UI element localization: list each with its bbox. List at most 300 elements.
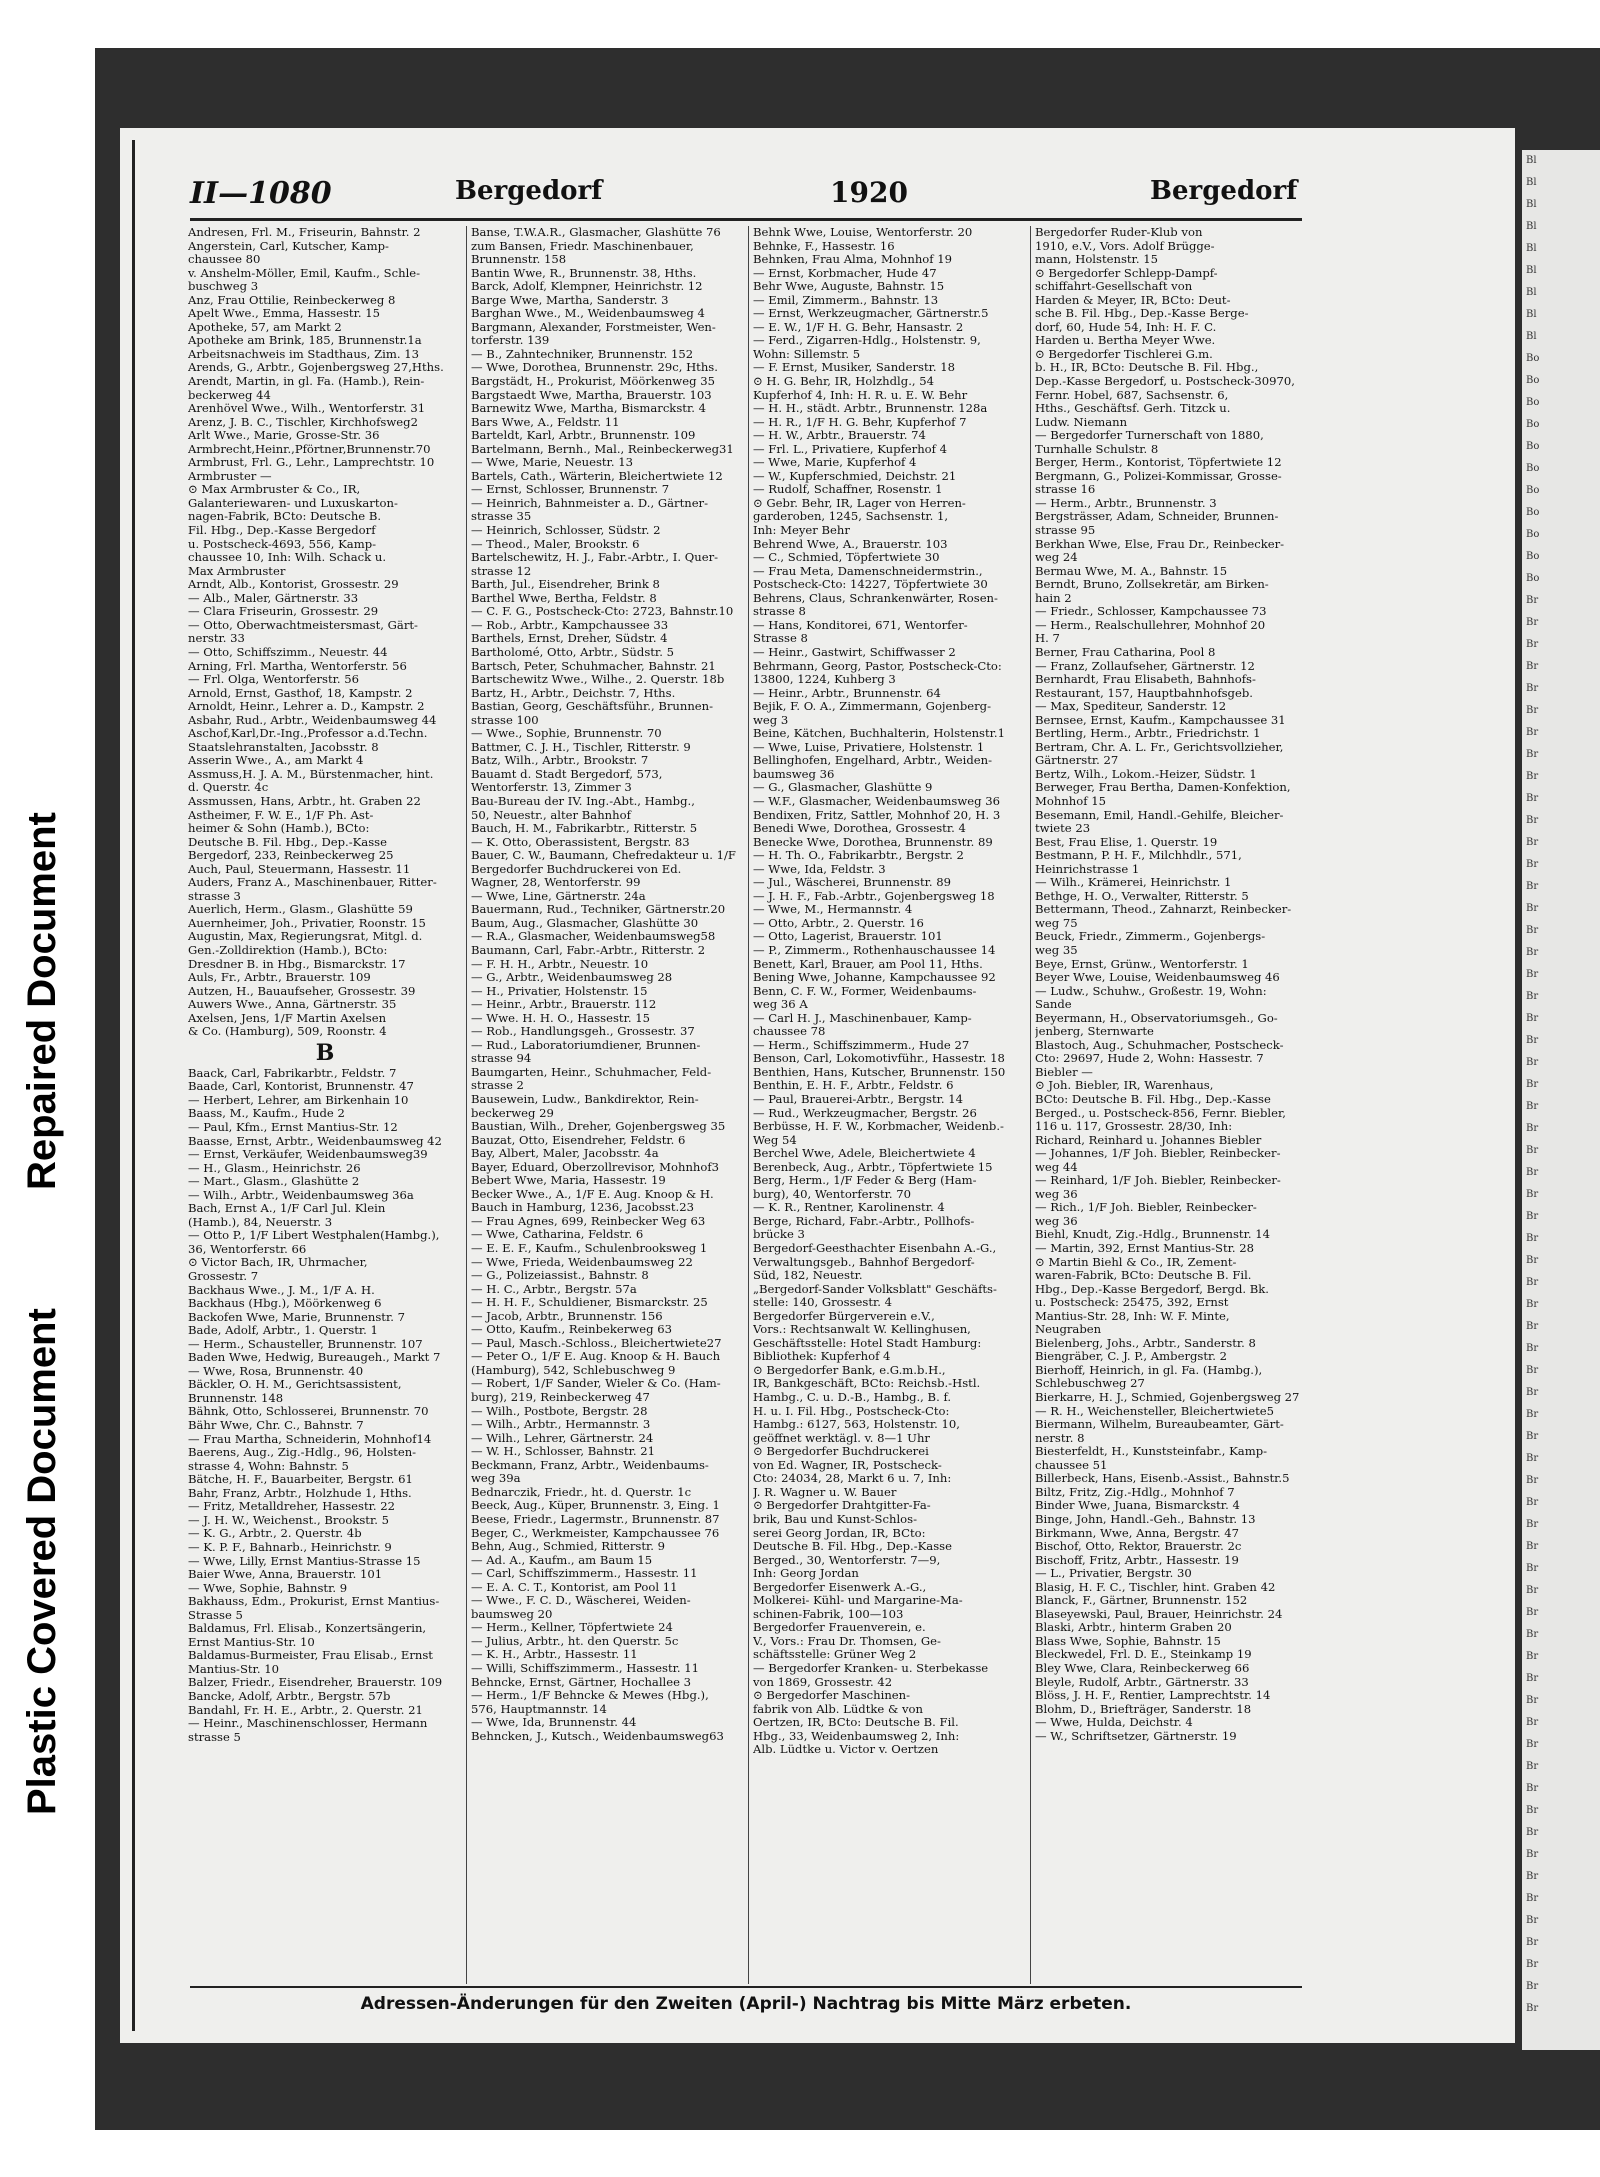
header-year: 1920 bbox=[830, 176, 908, 209]
directory-entry: baumsweg 36 bbox=[753, 767, 835, 781]
directory-entry: Beckmann, Franz, Arbtr., Weidenbaums- bbox=[471, 1458, 709, 1472]
directory-entry: strasse 5 bbox=[188, 1730, 241, 1744]
column-divider bbox=[1030, 226, 1031, 1984]
directory-entry: Auders, Franz A., Maschinenbauer, Ritter- bbox=[188, 876, 437, 890]
directory-entry: weg 44 bbox=[1035, 1160, 1078, 1174]
directory-entry: Restaurant, 157, Hauptbahnhofsgeb. bbox=[1035, 686, 1253, 700]
directory-entry: fabrik von Alb. Lüdtke & von bbox=[753, 1702, 923, 1716]
directory-entry: Berg, Herm., 1/F Feder & Berg (Ham- bbox=[753, 1174, 977, 1188]
directory-entry: — Heinrich, Bahnmeister a. D., Gärtner- bbox=[471, 496, 709, 510]
directory-entry: — Bergedorfer Turnerschaft von 1880, bbox=[1035, 429, 1264, 443]
directory-entry: Inh: Meyer Behr bbox=[753, 524, 850, 538]
header-city-left: Bergedorf bbox=[455, 176, 603, 206]
directory-entry: — Jul., Wäscherei, Brunnenstr. 89 bbox=[753, 876, 952, 890]
directory-entry: Wentorferstr. 13, Zimmer 3 bbox=[471, 781, 632, 795]
directory-entry: Balzer, Friedr., Eisendreher, Brauerstr. 109 bbox=[188, 1676, 443, 1690]
directory-entry: — G., Glasmacher, Glashütte 9 bbox=[753, 781, 933, 795]
directory-entry: b. H., IR, BCto: Deutsche B. Fil. Hbg., bbox=[1035, 361, 1259, 375]
directory-entry: Beese, Friedr., Lagermstr., Brunnenstr. 87 bbox=[471, 1512, 720, 1526]
directory-entry: H. 7 bbox=[1035, 632, 1060, 646]
directory-entry: — Carl, Schiffszimmerm., Hassestr. 11 bbox=[471, 1567, 698, 1581]
directory-entry: — Rich., 1/F Joh. Biebler, Reinbecker- bbox=[1035, 1201, 1257, 1215]
directory-entry: Bähr Wwe, Chr. C., Bahnstr. 7 bbox=[188, 1419, 364, 1433]
directory-entry: burg), 219, Reinbeckerweg 47 bbox=[471, 1391, 650, 1405]
directory-entry: Mohnhof 15 bbox=[1035, 794, 1106, 808]
directory-entry: — Ernst, Korbmacher, Hude 47 bbox=[753, 266, 937, 280]
directory-entry: Auernheimer, Joh., Privatier, Roonstr. 15 bbox=[188, 916, 426, 930]
directory-entry: — H. W., Arbtr., Brauerstr. 74 bbox=[753, 429, 926, 443]
directory-entry: strasse 16 bbox=[1035, 483, 1096, 497]
directory-entry: Deutsche B. Fil. Hbg., Dep.-Kasse bbox=[753, 1540, 952, 1554]
directory-entry: Assmuss,H. J. A. M., Bürstenmacher, hint. bbox=[188, 767, 434, 781]
directory-entry: — H., Glasm., Heinrichstr. 26 bbox=[188, 1161, 361, 1175]
directory-entry: Biltz, Fritz, Zig.-Hdlg., Mohnhof 7 bbox=[1035, 1485, 1235, 1499]
directory-entry: ⊙ Bergedorfer Drahtgitter-Fa- bbox=[753, 1499, 931, 1513]
directory-entry: Benson, Carl, Lokomotivführ., Hassestr. 18 bbox=[753, 1052, 1005, 1066]
directory-entry: — Wwe, Luise, Privatiere, Holstenstr. 1 bbox=[753, 740, 985, 754]
directory-entry: Blaski, Arbtr., hinterm Graben 20 bbox=[1035, 1621, 1232, 1635]
directory-entry: Arndt, Alb., Kontorist, Grossestr. 29 bbox=[188, 578, 399, 592]
directory-entry: — Wwe, Lilly, Ernst Mantius-Strasse 15 bbox=[188, 1554, 421, 1568]
directory-entry: Backhaus (Hbg.), Möörkenweg 6 bbox=[188, 1297, 382, 1311]
directory-entry: Angerstein, Carl, Kutscher, Kamp- bbox=[188, 239, 389, 253]
directory-entry: Bastian, Georg, Geschäftsführ., Brunnen- bbox=[471, 700, 714, 714]
directory-entry: — Julius, Arbtr., ht. den Querstr. 5c bbox=[471, 1634, 679, 1648]
directory-entry: — Wwe, Ida, Brunnenstr. 44 bbox=[471, 1716, 637, 1730]
directory-entry: Bertz, Wilh., Lokom.-Heizer, Südstr. 1 bbox=[1035, 767, 1257, 781]
directory-entry: Bettermann, Theod., Zahnarzt, Reinbecker- bbox=[1035, 903, 1292, 917]
directory-entry: Gärtnerstr. 27 bbox=[1035, 754, 1119, 768]
directory-entry: — Rud., Werkzeugmacher, Bergstr. 26 bbox=[753, 1106, 977, 1120]
directory-entry: ⊙ H. G. Behr, IR, Holzhdlg., 54 bbox=[753, 375, 934, 389]
directory-entry: — Otto, Schiffszimm., Neuestr. 44 bbox=[188, 645, 388, 659]
directory-entry: Blastoch, Aug., Schuhmacher, Postscheck- bbox=[1035, 1038, 1284, 1052]
directory-entry: Auwers Wwe., Anna, Gärtnerstr. 35 bbox=[188, 998, 397, 1012]
directory-entry: Barnewitz Wwe, Martha, Bismarckstr. 4 bbox=[471, 402, 706, 416]
directory-entry: — K. R., Rentner, Karolinenstr. 4 bbox=[753, 1201, 945, 1215]
directory-entry: & Co. (Hamburg), 509, Roonstr. 4 bbox=[188, 1025, 387, 1039]
directory-entry: Baldamus-Burmeister, Frau Elisab., Ernst bbox=[188, 1649, 433, 1663]
directory-entry: Arlt Wwe., Marie, Grosse-Str. 36 bbox=[188, 429, 380, 443]
directory-entry: garderoben, 1245, Sachsenstr. 1, bbox=[753, 510, 949, 524]
directory-entry: Arnold, Ernst, Gasthof, 18, Kampstr. 2 bbox=[188, 686, 413, 700]
directory-entry: nerstr. 33 bbox=[188, 632, 245, 646]
directory-entry: Fil. Hbg., Dep.-Kasse Bergedorf bbox=[188, 524, 376, 538]
directory-entry: Cto: 29697, Hude 2, Wohn: Hassestr. 7 bbox=[1035, 1052, 1264, 1066]
directory-entry: Alb. Lüdtke u. Victor v. Oertzen bbox=[753, 1743, 939, 1757]
directory-entry: — Wwe., F. C. D., Wäscherei, Weiden- bbox=[471, 1594, 691, 1608]
directory-entry: schäftsstelle: Grüner Weg 2 bbox=[753, 1648, 917, 1662]
directory-entry: 50, Neuestr., alter Bahnhof bbox=[471, 808, 631, 822]
directory-page bbox=[120, 128, 1515, 2043]
directory-entry: 36, Wentorferstr. 66 bbox=[188, 1242, 307, 1256]
directory-entry: strasse 2 bbox=[471, 1079, 524, 1093]
directory-entry: Baumann, Carl, Fabr.-Arbtr., Ritterstr. 2 bbox=[471, 943, 706, 957]
directory-entry: weg 75 bbox=[1035, 916, 1078, 930]
directory-entry: Binge, John, Handl.-Geh., Bahnstr. 13 bbox=[1035, 1512, 1256, 1526]
directory-entry: strasse 3 bbox=[188, 889, 241, 903]
directory-entry: Bartsch, Peter, Schuhmacher, Bahnstr. 21 bbox=[471, 659, 716, 673]
directory-entry: Bähnk, Otto, Schlosserei, Brunnenstr. 70 bbox=[188, 1405, 429, 1419]
directory-entry: ⊙ Bergedorfer Bank, e.G.m.b.H., bbox=[753, 1363, 946, 1377]
directory-entry: Biesterfeldt, H., Kunststeinfabr., Kamp- bbox=[1035, 1445, 1268, 1459]
directory-entry: — Wwe, Line, Gärtnerstr. 24a bbox=[471, 889, 646, 903]
directory-entry: — Theod., Maler, Brookstr. 6 bbox=[471, 537, 640, 551]
directory-entry: serei Georg Jordan, IR, BCto: bbox=[753, 1526, 926, 1540]
directory-entry: — Ludw., Schuhw., Großestr. 19, Wohn: bbox=[1035, 984, 1267, 998]
directory-entry: Beger, C., Werkmeister, Kampchaussee 76 bbox=[471, 1526, 720, 1540]
directory-entry: Bandahl, Fr. H. E., Arbtr., 2. Querstr. 21 bbox=[188, 1703, 423, 1717]
directory-entry: — C., Schmied, Töpfertwiete 30 bbox=[753, 551, 940, 565]
directory-entry: Birkmann, Wwe, Anna, Bergstr. 47 bbox=[1035, 1526, 1240, 1540]
directory-entry: jenberg, Sternwarte bbox=[1035, 1025, 1154, 1039]
directory-entry: d. Querstr. 4c bbox=[188, 781, 269, 795]
directory-entry: schiffahrt-Gesellschaft von bbox=[1035, 280, 1193, 294]
directory-entry: Baade, Carl, Kontorist, Brunnenstr. 47 bbox=[188, 1080, 414, 1094]
directory-entry: Bau-Bureau der IV. Ing.-Abt., Hambg., bbox=[471, 794, 695, 808]
directory-entry: Bartschewitz Wwe., Wilhe., 2. Querstr. 18b bbox=[471, 673, 725, 687]
directory-entry: Bertram, Chr. A. L. Fr., Gerichtsvollzieher, bbox=[1035, 740, 1284, 754]
directory-entry: Behrend Wwe, A., Brauerstr. 103 bbox=[753, 537, 948, 551]
directory-entry: — Wwe. H. H. O., Hassestr. 15 bbox=[471, 1011, 650, 1025]
directory-entry: Behrens, Claus, Schrankenwärter, Rosen- bbox=[753, 591, 998, 605]
directory-entry: V., Vors.: Frau Dr. Thomsen, Ge- bbox=[753, 1634, 941, 1648]
directory-entry: Berged., 30, Wentorferstr. 7—9, bbox=[753, 1553, 941, 1567]
directory-entry: Auerlich, Herm., Glasm., Glashütte 59 bbox=[188, 903, 413, 917]
directory-entry: — Frau Martha, Schneiderin, Mohnhof14 bbox=[188, 1432, 432, 1446]
directory-entry: — Bergedorfer Kranken- u. Sterbekasse bbox=[753, 1661, 989, 1675]
directory-entry: — Wwe, Dorothea, Brunnenstr. 29c, Hths. bbox=[471, 361, 718, 375]
directory-entry: Berner, Frau Catharina, Pool 8 bbox=[1035, 645, 1216, 659]
directory-column-3 bbox=[753, 226, 1027, 1757]
directory-entry: Bäckler, O. H. M., Gerichtsassistent, bbox=[188, 1378, 402, 1392]
directory-entry: Barthel Wwe, Bertha, Feldstr. 8 bbox=[471, 591, 657, 605]
page-number: II—1080 bbox=[190, 176, 332, 211]
directory-entry: Backhaus Wwe., J. M., 1/F A. H. bbox=[188, 1283, 375, 1297]
directory-entry: zum Bansen, Friedr. Maschinenbauer, bbox=[471, 239, 694, 253]
directory-entry: 13800, 1224, Kuhberg 3 bbox=[753, 673, 896, 687]
directory-entry: Postscheck-Cto: 14227, Töpfertwiete 30 bbox=[753, 578, 988, 592]
directory-entry: Bethge, H. O., Verwalter, Ritterstr. 5 bbox=[1035, 889, 1249, 903]
directory-entry: — Rob., Arbtr., Kampchaussee 33 bbox=[471, 618, 669, 632]
directory-entry: Astheimer, F. W. E., 1/F Ph. Ast- bbox=[188, 808, 374, 822]
directory-entry: Grossestr. 7 bbox=[188, 1270, 259, 1284]
directory-entry: — G., Arbtr., Weidenbaumsweg 28 bbox=[471, 971, 673, 985]
directory-entry: — Ernst, Werkzeugmacher, Gärtnerstr.5 bbox=[753, 307, 989, 321]
directory-entry: — G., Polizeiassist., Bahnstr. 8 bbox=[471, 1269, 649, 1283]
directory-entry: Anz, Frau Ottilie, Reinbeckerweg 8 bbox=[188, 293, 396, 307]
directory-entry: Molkerei- Kühl- und Margarine-Ma- bbox=[753, 1594, 963, 1608]
directory-entry: Bestmann, P. H. F., Milchhdlr., 571, bbox=[1035, 849, 1242, 863]
directory-entry: — J. H. W., Weichenst., Brookstr. 5 bbox=[188, 1513, 389, 1527]
directory-entry: Benett, Karl, Brauer, am Pool 11, Hths. bbox=[753, 957, 983, 971]
directory-entry: — Clara Friseurin, Grossestr. 29 bbox=[188, 605, 379, 619]
directory-entry: — Willi, Schiffszimmerm., Hassestr. 11 bbox=[471, 1661, 700, 1675]
directory-entry: — Heinrich, Schlosser, Südstr. 2 bbox=[471, 524, 661, 538]
directory-entry: Bätche, H. F., Bauarbeiter, Bergstr. 61 bbox=[188, 1473, 413, 1487]
directory-entry: — Heinr., Gastwirt, Schiffwasser 2 bbox=[753, 645, 956, 659]
column-divider bbox=[748, 226, 749, 1984]
directory-entry: Blanck, F., Gärtner, Brunnenstr. 152 bbox=[1035, 1594, 1248, 1608]
directory-entry: Blöss, J. H. F., Rentier, Lamprechtstr. 14 bbox=[1035, 1689, 1271, 1703]
directory-entry: Mantius-Str. 10 bbox=[188, 1662, 279, 1676]
directory-entry: Staatslehranstalten, Jacobsstr. 8 bbox=[188, 740, 379, 754]
directory-entry: Sande bbox=[1035, 998, 1072, 1012]
directory-entry: Brunnenstr. 148 bbox=[188, 1391, 284, 1405]
directory-entry: Beyer Wwe, Louise, Weidenbaumsweg 46 bbox=[1035, 971, 1280, 985]
directory-entry: — Johannes, 1/F Joh. Biebler, Reinbecker- bbox=[1035, 1147, 1281, 1161]
directory-entry: weg 36 bbox=[1035, 1187, 1078, 1201]
directory-entry: Aschof,Karl,Dr.-Ing.,Professor a.d.Techn. bbox=[188, 727, 428, 741]
directory-entry: Baum, Aug., Glasmacher, Glashütte 30 bbox=[471, 916, 699, 930]
footer-rule bbox=[190, 1986, 1302, 1988]
directory-entry: Behncke, Ernst, Gärtner, Hochallee 3 bbox=[471, 1675, 692, 1689]
directory-entry: — Wwe, Rosa, Brunnenstr. 40 bbox=[188, 1364, 364, 1378]
directory-entry: Harden u. Bertha Meyer Wwe. bbox=[1035, 334, 1216, 348]
directory-entry: — Frl. Olga, Wentorferstr. 56 bbox=[188, 673, 360, 687]
directory-entry: Asbahr, Rud., Arbtr., Weidenbaumsweg 44 bbox=[188, 713, 437, 727]
directory-entry: — Heinr., Maschinenschlosser, Hermann bbox=[188, 1717, 428, 1731]
directory-entry: — Wilh., Arbtr., Weidenbaumsweg 36a bbox=[188, 1188, 414, 1202]
directory-entry: Baerens, Aug., Zig.-Hdlg., 96, Holsten- bbox=[188, 1446, 417, 1460]
directory-entry: — Martin, 392, Ernst Mantius-Str. 28 bbox=[1035, 1242, 1255, 1256]
directory-entry: — Rud., Laboratoriumdiener, Brunnen- bbox=[471, 1038, 701, 1052]
directory-entry: Bednarczik, Friedr., ht. d. Querstr. 1c bbox=[471, 1485, 692, 1499]
directory-entry: Bay, Albert, Maler, Jacobsstr. 4a bbox=[471, 1147, 659, 1161]
directory-entry: Oertzen, IR, BCto: Deutsche B. Fil. bbox=[753, 1716, 959, 1730]
directory-entry: Biehl, Knudt, Zig.-Hdlg., Brunnenstr. 14 bbox=[1035, 1228, 1270, 1242]
directory-entry: sche B. Fil. Hbg., Dep.-Kasse Berge- bbox=[1035, 307, 1249, 321]
directory-entry: — E. E. F., Kaufm., Schulenbrooksweg 1 bbox=[471, 1242, 708, 1256]
directory-entry: weg 36 A bbox=[753, 998, 808, 1012]
directory-entry: Beine, Kätchen, Buchhalterin, Holstenstr.1 bbox=[753, 727, 1005, 741]
directory-entry: Bayer, Eduard, Oberzollrevisor, Mohnhof3 bbox=[471, 1160, 720, 1174]
directory-entry: Cto: 24034, 28, Markt 6 u. 7, Inh: bbox=[753, 1472, 952, 1486]
directory-entry: — W., Schriftsetzer, Gärtnerstr. 19 bbox=[1035, 1729, 1237, 1743]
directory-entry: waren-Fabrik, BCto: Deutsche B. Fil. bbox=[1035, 1269, 1252, 1283]
directory-entry: — R.A., Glasmacher, Weidenbaumsweg58 bbox=[471, 930, 716, 944]
directory-entry: Bernhardt, Frau Elisabeth, Bahnhofs- bbox=[1035, 673, 1256, 687]
footer-notice: Adressen-Änderungen für den Zweiten (April-) Nachtrag bis Mitte März erbeten. bbox=[360, 1994, 1132, 2014]
section-letter-heading: B bbox=[315, 1039, 335, 1066]
directory-entry: burg), 40, Wentorferstr. 70 bbox=[753, 1187, 912, 1201]
directory-entry: — Alb., Maler, Gärtnerstr. 33 bbox=[188, 591, 359, 605]
directory-entry: — Wwe, Hulda, Deichstr. 4 bbox=[1035, 1716, 1193, 1730]
directory-entry: ⊙ Bergedorfer Schlepp-Dampf- bbox=[1035, 266, 1218, 280]
directory-entry: „Bergedorf-Sander Volksblatt" Geschäfts- bbox=[753, 1282, 997, 1296]
directory-entry: — E. W., 1/F H. G. Behr, Hansastr. 2 bbox=[753, 320, 964, 334]
directory-entry: Turnhalle Schulstr. 8 bbox=[1035, 442, 1159, 456]
directory-entry: Behnke, F., Hassestr. 16 bbox=[753, 239, 895, 253]
directory-entry: Arenhövel Wwe., Wilh., Wentorferstr. 31 bbox=[188, 402, 426, 416]
directory-entry: Bergsträsser, Adam, Schneider, Brunnen- bbox=[1035, 510, 1279, 524]
directory-entry: ⊙ Joh. Biebler, IR, Warenhaus, bbox=[1035, 1079, 1214, 1093]
directory-entry: Berged., u. Postscheck-856, Fernr. Biebler, bbox=[1035, 1106, 1286, 1120]
directory-entry: v. Anshelm-Möller, Emil, Kaufm., Schle- bbox=[188, 266, 421, 280]
directory-entry: weg 39a bbox=[471, 1472, 521, 1486]
directory-entry: Blasig, H. F. C., Tischler, hint. Graben 42 bbox=[1035, 1580, 1276, 1594]
directory-entry: Behrmann, Georg, Pastor, Postscheck-Cto: bbox=[753, 659, 1002, 673]
directory-entry: Asserin Wwe., A., am Markt 4 bbox=[188, 754, 364, 768]
directory-entry: Baass, M., Kaufm., Hude 2 bbox=[188, 1107, 345, 1121]
directory-entry: Apelt Wwe., Emma, Hassestr. 15 bbox=[188, 307, 380, 321]
directory-entry: — P., Zimmerm., Rothenhauschaussee 14 bbox=[753, 943, 996, 957]
directory-entry: (Hamb.), 84, Neuerstr. 3 bbox=[188, 1215, 333, 1229]
directory-entry: Bartels, Cath., Wärterin, Bleichertwiete 12 bbox=[471, 469, 723, 483]
directory-entry: Berchel Wwe, Adele, Bleichertwiete 4 bbox=[753, 1147, 976, 1161]
directory-entry: Bartelschewitz, H. J., Fabr.-Arbtr., I. Quer- bbox=[471, 551, 719, 565]
directory-entry: — Peter O., 1/F E. Aug. Knoop & H. Bauch bbox=[471, 1350, 721, 1364]
directory-entry: — K. H., Arbtr., Hassestr. 11 bbox=[471, 1648, 638, 1662]
directory-entry: Blohm, D., Briefträger, Sanderstr. 18 bbox=[1035, 1702, 1252, 1716]
directory-entry: — Herbert, Lehrer, am Birkenhain 10 bbox=[188, 1093, 409, 1107]
column-divider bbox=[466, 226, 467, 1984]
directory-entry: 576, Hauptmannstr. 14 bbox=[471, 1702, 607, 1716]
directory-entry: BCto: Deutsche B. Fil. Hbg., Dep.-Kasse bbox=[1035, 1093, 1271, 1106]
directory-entry: Bleckwedel, Frl. D. E., Steinkamp 19 bbox=[1035, 1648, 1252, 1662]
directory-entry: Bernsee, Ernst, Kaufm., Kampchaussee 31 bbox=[1035, 713, 1286, 727]
directory-entry: Baumgarten, Heinr., Schuhmacher, Feld- bbox=[471, 1065, 712, 1079]
directory-entry: strasse 100 bbox=[471, 713, 539, 727]
directory-entry: — Otto, Arbtr., 2. Querstr. 16 bbox=[753, 916, 924, 930]
directory-entry: Schlebuschweg 27 bbox=[1035, 1377, 1145, 1391]
directory-entry: Bierhoff, Heinrich, in gl. Fa. (Hambg.), bbox=[1035, 1363, 1263, 1377]
directory-entry: Hbg., Dep.-Kasse Bergedorf, Bergd. Bk. bbox=[1035, 1282, 1269, 1296]
directory-entry: Baldamus, Frl. Elisab., Konzertsängerin, bbox=[188, 1622, 427, 1636]
directory-entry: — Wwe, Marie, Neuestr. 13 bbox=[471, 456, 633, 470]
directory-entry: Hambg.: 6127, 563, Holstenstr. 10, bbox=[753, 1418, 960, 1432]
directory-entry: — C. F. G., Postscheck-Cto: 2723, Bahnstr.10 bbox=[471, 605, 734, 619]
directory-entry: Weg 54 bbox=[753, 1133, 797, 1147]
directory-entry: Bergedorf-Geesthachter Eisenbahn A.-G., bbox=[753, 1242, 997, 1256]
directory-entry: Beeck, Aug., Küper, Brunnenstr. 3, Eing. 1 bbox=[471, 1499, 720, 1513]
directory-entry: Vors.: Rechtsanwalt W. Kellinghusen, bbox=[753, 1323, 971, 1337]
directory-entry: 1910, e.V., Vors. Adolf Brügge- bbox=[1035, 239, 1215, 253]
directory-entry: — H. H., städt. Arbtr., Brunnenstr. 128a bbox=[753, 402, 988, 416]
directory-entry: — K. P. F., Bahnarb., Heinrichstr. 9 bbox=[188, 1540, 392, 1554]
directory-entry: Apotheke, 57, am Markt 2 bbox=[188, 320, 342, 334]
page-header bbox=[190, 176, 1300, 216]
directory-entry: Bargmann, Alexander, Forstmeister, Wen- bbox=[471, 320, 716, 334]
directory-entry: Armbrecht,Heinr.,Pförtner,Brunnenstr.70 bbox=[188, 442, 431, 456]
directory-entry: nerstr. 8 bbox=[1035, 1431, 1085, 1445]
directory-entry: Mantius-Str. 28, Inh: W. F. Minte, bbox=[1035, 1309, 1230, 1323]
directory-entry: Bergedorfer Frauenverein, e. bbox=[753, 1621, 926, 1635]
directory-entry: Behnk Wwe, Louise, Wentorferstr. 20 bbox=[753, 226, 973, 239]
directory-entry: Berndt, Bruno, Zollsekretär, am Birken- bbox=[1035, 578, 1269, 592]
directory-entry: — H. Th. O., Fabrikarbtr., Bergstr. 2 bbox=[753, 849, 964, 863]
directory-entry: — Herm., Realschullehrer, Mohnhof 20 bbox=[1035, 618, 1266, 632]
header-rule bbox=[190, 218, 1302, 221]
directory-entry: Fernr. Hobel, 687, Sachsenstr. 6, bbox=[1035, 388, 1229, 402]
directory-entry: — B., Zahntechniker, Brunnenstr. 152 bbox=[471, 347, 694, 361]
directory-entry: twiete 23 bbox=[1035, 822, 1091, 836]
directory-entry: Bergedorfer Buchdruckerei von Ed. bbox=[471, 862, 682, 876]
directory-entry: — W., Kupferschmied, Deichstr. 21 bbox=[753, 469, 957, 483]
directory-entry: — Herm., Schiffszimmerm., Hude 27 bbox=[753, 1038, 970, 1052]
directory-entry: — Jacob, Arbtr., Brunnenstr. 156 bbox=[471, 1309, 663, 1323]
directory-entry: — Hans, Konditorei, 671, Wentorfer- bbox=[753, 618, 968, 632]
directory-entry: stelle: 140, Grossestr. 4 bbox=[753, 1296, 893, 1310]
directory-entry: Axelsen, Jens, 1/F Martin Axelsen bbox=[188, 1011, 387, 1025]
directory-entry: — Paul, Kfm., Ernst Mantius-Str. 12 bbox=[188, 1121, 398, 1134]
directory-entry: strasse 94 bbox=[471, 1052, 532, 1066]
directory-entry: Apotheke am Brink, 185, Brunnenstr.1a bbox=[188, 334, 422, 348]
directory-entry: — R. H., Weichensteller, Bleichertwiete5 bbox=[1035, 1404, 1274, 1418]
directory-entry: Bauamt d. Stadt Bergedorf, 573, bbox=[471, 767, 663, 781]
directory-entry: buschweg 3 bbox=[188, 280, 259, 294]
directory-entry: — Mart., Glasm., Glashütte 2 bbox=[188, 1175, 360, 1189]
directory-entry: J. R. Wagner u. W. Bauer bbox=[753, 1485, 897, 1499]
directory-entry: von Ed. Wagner, IR, Postscheck- bbox=[753, 1458, 942, 1472]
directory-entry: — Franz, Zollaufseher, Gärtnerstr. 12 bbox=[1035, 659, 1255, 673]
directory-entry: — Paul, Brauerei-Arbtr., Bergstr. 14 bbox=[753, 1093, 964, 1106]
directory-entry: Benedi Wwe, Dorothea, Grossestr. 4 bbox=[753, 822, 966, 836]
directory-entry: — H. H. F., Schuldiener, Bismarckstr. 25 bbox=[471, 1296, 708, 1310]
directory-entry: (Hamburg), 542, Schlebuschweg 9 bbox=[471, 1363, 676, 1377]
directory-entry: Assmussen, Hans, Arbtr., ht. Graben 22 bbox=[188, 794, 421, 808]
directory-entry: Bauch in Hamburg, 1236, Jacobsst.23 bbox=[471, 1201, 694, 1215]
directory-entry: Bebert Wwe, Maria, Hassestr. 19 bbox=[471, 1174, 666, 1188]
directory-entry: u. Postscheck-4693, 556, Kamp- bbox=[188, 537, 377, 551]
directory-entry: strasse 4, Wohn: Bahnstr. 5 bbox=[188, 1459, 349, 1473]
directory-entry: Berkhan Wwe, Else, Frau Dr., Reinbecker- bbox=[1035, 537, 1285, 551]
directory-entry: — Paul, Masch.-Schloss., Bleichertwiete27 bbox=[471, 1336, 722, 1350]
directory-entry: Blass Wwe, Sophie, Bahnstr. 15 bbox=[1035, 1634, 1221, 1648]
directory-entry: Arendt, Martin, in gl. Fa. (Hamb.), Rein- bbox=[188, 375, 425, 389]
directory-entry: Berweger, Frau Bertha, Damen-Konfektion, bbox=[1035, 781, 1291, 795]
directory-entry: — Frl. L., Privatiere, Kupferhof 4 bbox=[753, 442, 948, 456]
directory-entry: Bauch, H. M., Fabrikarbtr., Ritterstr. 5 bbox=[471, 822, 698, 836]
directory-entry: Behncken, J., Kutsch., Weidenbaumsweg63 bbox=[471, 1729, 724, 1743]
directory-entry: Bauermann, Rud., Techniker, Gärtnerstr.20 bbox=[471, 903, 726, 917]
directory-entry: — Wwe, Sophie, Bahnstr. 9 bbox=[188, 1581, 348, 1595]
directory-column-2 bbox=[471, 226, 745, 1743]
directory-entry: von 1869, Grossestr. 42 bbox=[753, 1675, 893, 1689]
directory-entry: Beye, Ernst, Grünw., Wentorferstr. 1 bbox=[1035, 957, 1249, 971]
directory-entry: — Wwe, M., Hermannstr. 4 bbox=[753, 903, 913, 917]
directory-entry: Behr Wwe, Auguste, Bahnstr. 15 bbox=[753, 280, 945, 294]
directory-entry: H. u. I. Fil. Hbg., Postscheck-Cto: bbox=[753, 1404, 950, 1418]
directory-entry: Bargstädt, H., Prokurist, Möörkenweg 35 bbox=[471, 375, 715, 389]
directory-entry: Ernst Mantius-Str. 10 bbox=[188, 1635, 315, 1649]
directory-entry: — Ferd., Zigarren-Hdlg., Holstenstr. 9, bbox=[753, 334, 981, 348]
directory-entry: Bejik, F. O. A., Zimmermann, Gojenberg- bbox=[753, 700, 992, 714]
directory-entry: Bargstaedt Wwe, Martha, Brauerstr. 103 bbox=[471, 388, 712, 402]
directory-column-1 bbox=[188, 226, 462, 1744]
directory-entry: Bars Wwe, A., Feldstr. 11 bbox=[471, 415, 620, 429]
directory-entry: dorf, 60, Hude 54, Inh: H. F. C. bbox=[1035, 320, 1217, 334]
directory-entry: — Rob., Handlungsgeh., Grossestr. 37 bbox=[471, 1025, 695, 1039]
directory-entry: chaussee 78 bbox=[753, 1025, 826, 1039]
directory-entry: Arnoldt, Heinr., Lehrer a. D., Kampstr. 2 bbox=[188, 700, 425, 714]
directory-entry: Richard, Reinhard u. Johannes Biebler bbox=[1035, 1133, 1262, 1147]
directory-entry: — Robert, 1/F Sander, Wieler & Co. (Ham- bbox=[471, 1377, 721, 1391]
directory-entry: ⊙ Bergedorfer Tischlerei G.m. bbox=[1035, 347, 1213, 361]
directory-entry: — H., Privatier, Holstenstr. 15 bbox=[471, 984, 648, 998]
directory-entry: Autzen, H., Bauaufseher, Grossestr. 39 bbox=[188, 984, 416, 998]
directory-entry: Baasse, Ernst, Arbtr., Weidenbaumsweg 42 bbox=[188, 1134, 442, 1148]
directory-entry: Ludw. Niemann bbox=[1035, 415, 1128, 429]
directory-entry: Bakhauss, Edm., Prokurist, Ernst Mantius- bbox=[188, 1595, 440, 1609]
directory-entry: — Frau Agnes, 699, Reinbecker Weg 63 bbox=[471, 1214, 706, 1228]
directory-entry: Blaseyewski, Paul, Brauer, Heinrichstr. 24 bbox=[1035, 1607, 1283, 1621]
directory-entry: Max Armbruster bbox=[188, 564, 286, 578]
directory-entry: geöffnet werktägl. v. 8—1 Uhr bbox=[753, 1431, 930, 1445]
directory-entry: Hbg., 33, Weidenbaumsweg 2, Inh: bbox=[753, 1729, 960, 1743]
directory-entry: chaussee 80 bbox=[188, 253, 261, 267]
directory-entry: — Heinr., Arbtr., Brunnenstr. 64 bbox=[753, 686, 941, 700]
